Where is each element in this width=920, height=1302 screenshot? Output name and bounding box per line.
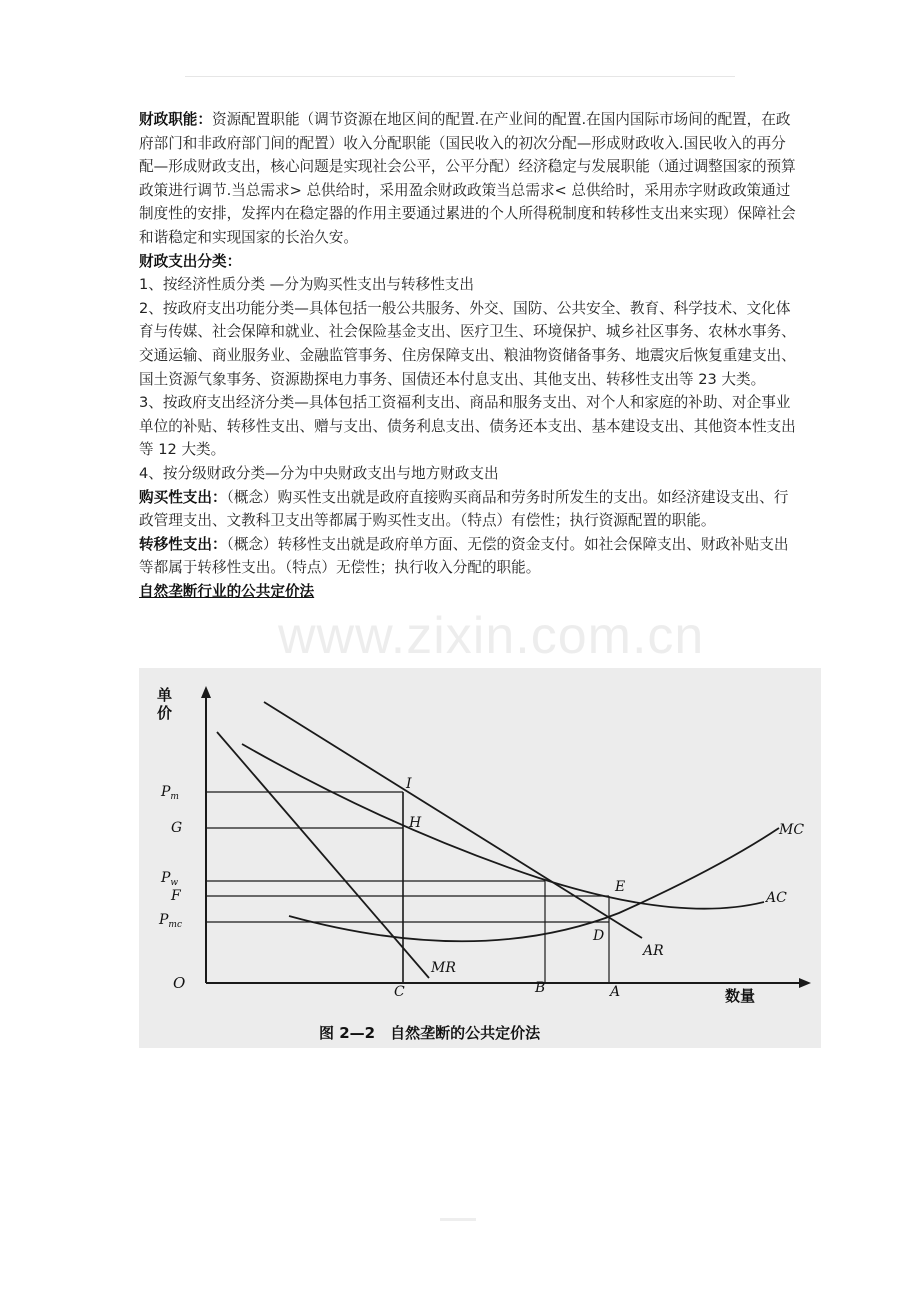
paragraph-purchase-expenditure	[139, 486, 799, 533]
tick-label-f: F	[171, 888, 181, 904]
y-axis-arrow	[201, 686, 211, 698]
point-label-i: I	[406, 776, 412, 792]
x-axis-arrow	[799, 978, 811, 988]
mc-curve	[289, 828, 779, 941]
point-label-e: E	[615, 879, 626, 895]
paragraph-fiscal-functions	[139, 108, 799, 250]
watermark: www.zixin.com.cn	[278, 607, 705, 665]
tick-label-pmc: $P_{mc}$	[159, 912, 182, 930]
curve-label-ar: AR	[643, 943, 664, 959]
diagram-svg	[139, 668, 821, 1048]
list-item-4: 4、按分级财政分类—分为中央财政支出与地方财政支出	[139, 464, 499, 482]
heading-purchase-expenditure: 购买性支出：	[139, 488, 227, 506]
ac-curve	[242, 744, 764, 909]
header-rule	[185, 76, 735, 77]
tick-label-c: C	[394, 984, 405, 1000]
figure-natural-monopoly	[139, 668, 821, 1048]
origin-label: O	[173, 974, 186, 992]
y-axis-label-1: 单	[157, 686, 173, 704]
heading-fiscal-functions: 财政职能：	[139, 111, 212, 128]
tick-label-pw: $P_w$	[161, 870, 179, 888]
document-body	[139, 108, 799, 603]
list-item-1: 1、按经济性质分类 —分为购买性支出与转移性支出	[139, 276, 474, 294]
mr-curve	[217, 732, 429, 978]
text-purchase-expenditure: （概念）购买性支出就是政府直接购买商品和劳务时所发生的支出。如经济建设支出、行政管理支出、文教科卫支出等都属于购买性支出。（特点）有偿性；执行资源配置的职能。	[139, 488, 789, 530]
text-transfer-expenditure: （概念）转移性支出就是政府单方面、无偿的资金支付。如社会保障支出、财政补贴支出等都属于转移性支出。（特点）无偿性；执行收入分配的职能。	[139, 535, 789, 577]
list-item-3: 3、按政府支出经济分类—具体包括工资福利支出、商品和服务支出、对个人和家庭的补助、对企事业单位的补贴、转移性支出、赠与支出、债务利息支出、债务还本支出、基本建设支出、其他资本性支出等 12 大类。	[139, 394, 796, 459]
paragraph-transfer-expenditure	[139, 533, 799, 580]
ar-curve	[264, 702, 642, 938]
curve-label-ac: AC	[766, 890, 787, 906]
heading-transfer-expenditure: 转移性支出：	[139, 535, 227, 553]
list-item-2: 2、按政府支出功能分类—具体包括一般公共服务、外交、国防、公共安全、教育、科学技术、文化体育与传媒、社会保障和就业、社会保险基金支出、医疗卫生、环境保护、城乡社区事务、农林水事务、交通运输、商业服务业、金融监管事务、住房保障支出、粮油物资储备事务、地震灾后恢复重建支出、国土资源气象事务、资源勘探电力事务、国债还本付息支出、其他支出、转移性支出等 23 大类。	[139, 299, 796, 388]
tick-label-b: B	[535, 980, 546, 996]
x-axis-label: 数量	[725, 987, 756, 1005]
heading-expenditure-classification: 财政支出分类：	[139, 252, 242, 270]
curve-label-mc: MC	[779, 822, 805, 838]
curve-label-mr: MR	[431, 960, 456, 976]
tick-label-g: G	[171, 820, 183, 836]
text-fiscal-functions: 资源配置职能（调节资源在地区间的配置.在产业间的配置.在国内国际市场间的配置，在政府部门和非政府部门间的配置）收入分配职能（国民收入的初次分配—形成财政收入.国民收入的再分配—形成财政支出，核心问题是实现社会公平，公平分配）经济稳定与发展职能（通过调整国家的预算政策进行调节.当总需求> 总供给时，采用盈余财政政策当总需求< 总供给时，采用赤字财政政策通过制度性的安排，发挥内在稳定器的作用主要通过累进的个人所得税制度和转移性支出来实现）保障社会和谐稳定和实现国家的长治久安。	[139, 111, 796, 246]
point-label-h: H	[409, 815, 422, 831]
tick-label-a: A	[610, 984, 621, 1000]
figure-caption: 图 2—2 自然垄断的公共定价法	[319, 1024, 541, 1042]
point-label-d: D	[593, 928, 605, 944]
footer-mark	[440, 1218, 476, 1221]
y-axis-label-2: 价	[157, 704, 173, 722]
heading-natural-monopoly-pricing: 自然垄断行业的公共定价法	[139, 582, 315, 600]
tick-label-pm: $P_m$	[161, 784, 179, 802]
